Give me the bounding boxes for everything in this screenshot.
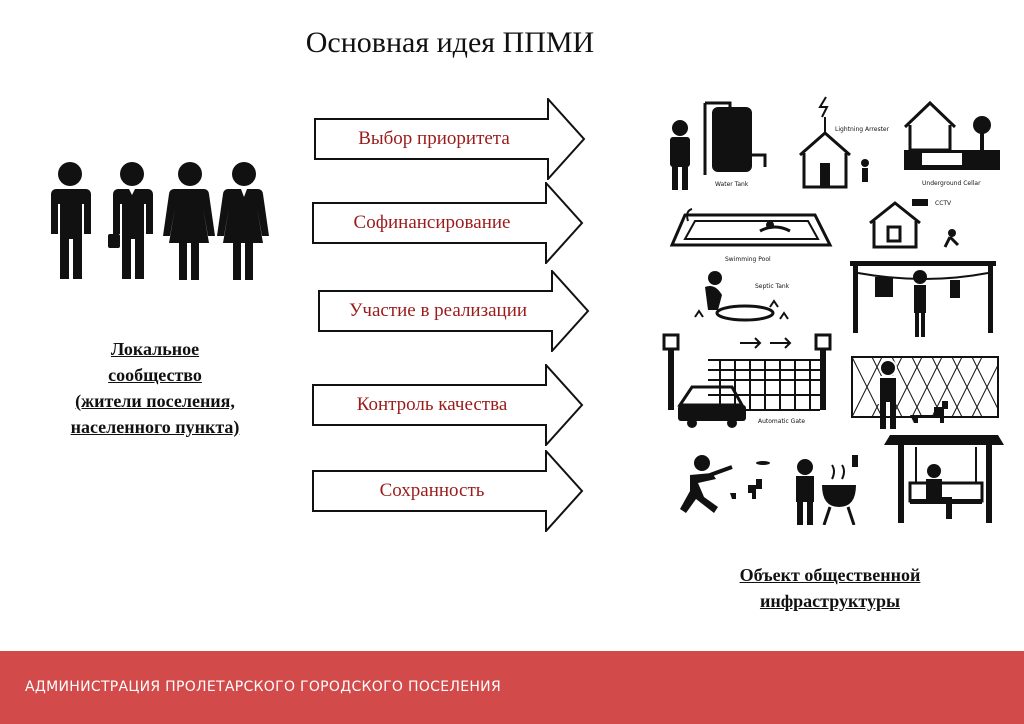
lightning-arrester-icon [800, 97, 890, 187]
svg-text:Swimming Pool: Swimming Pool [725, 256, 771, 263]
arrow-priority-choice [314, 98, 594, 180]
arrow-label: Выбор приоритета [358, 128, 510, 149]
object-line-2: инфраструктуры [759, 591, 901, 611]
footer-text: АДМИНИСТРАЦИЯ ПРОЛЕТАРСКОГО ГОРОДСКОГО ПОСЕЛЕНИЯ [25, 679, 501, 695]
arrow-quality-control [312, 364, 592, 446]
community-line-3: (жители поселения, [75, 391, 235, 411]
swimming-pool-icon [672, 209, 830, 263]
arrow-cofinancing [312, 182, 592, 264]
community-line-2: сообщество [108, 365, 202, 385]
svg-text:Water Tank: Water Tank [715, 181, 749, 188]
local-community-caption [30, 336, 280, 440]
septic-tank-icon [695, 271, 790, 320]
community-line-4: населенного пункта) [70, 417, 240, 437]
infrastructure-pictograms [660, 95, 1005, 525]
arrow-label: Софинансирование [353, 212, 511, 233]
arrow-label: Контроль качества [356, 394, 508, 415]
page-title: Основная идея ППМИ [305, 26, 595, 59]
arrow-label: Участие в реализации [348, 300, 528, 321]
svg-text:Underground Cellar: Underground Cellar [922, 180, 981, 187]
fence-with-dog-icon [852, 357, 998, 429]
arrow-preservation [312, 450, 592, 532]
clothesline-icon [850, 261, 996, 337]
cctv-icon [870, 199, 958, 247]
svg-text:Septic Tank: Septic Tank [755, 283, 790, 290]
community-people-icon [42, 160, 272, 285]
barbecue-icon [796, 455, 858, 525]
object-line-1: Объект общественной [739, 565, 921, 585]
infrastructure-object-caption [690, 562, 970, 614]
footer-banner [0, 651, 1024, 724]
community-line-1: Локальное [110, 339, 200, 359]
automatic-gate-icon [664, 335, 830, 428]
frisbee-player-icon [680, 455, 770, 513]
svg-text:Lightning Arrester: Lightning Arrester [835, 126, 890, 133]
svg-text:Automatic Gate: Automatic Gate [758, 418, 806, 425]
svg-text:CCTV: CCTV [935, 200, 952, 207]
arrow-participation [318, 270, 598, 352]
arrow-label: Сохранность [379, 480, 485, 501]
water-tank-icon [670, 103, 765, 190]
underground-cellar-icon [904, 103, 1000, 187]
porch-swing-icon [884, 435, 1004, 523]
